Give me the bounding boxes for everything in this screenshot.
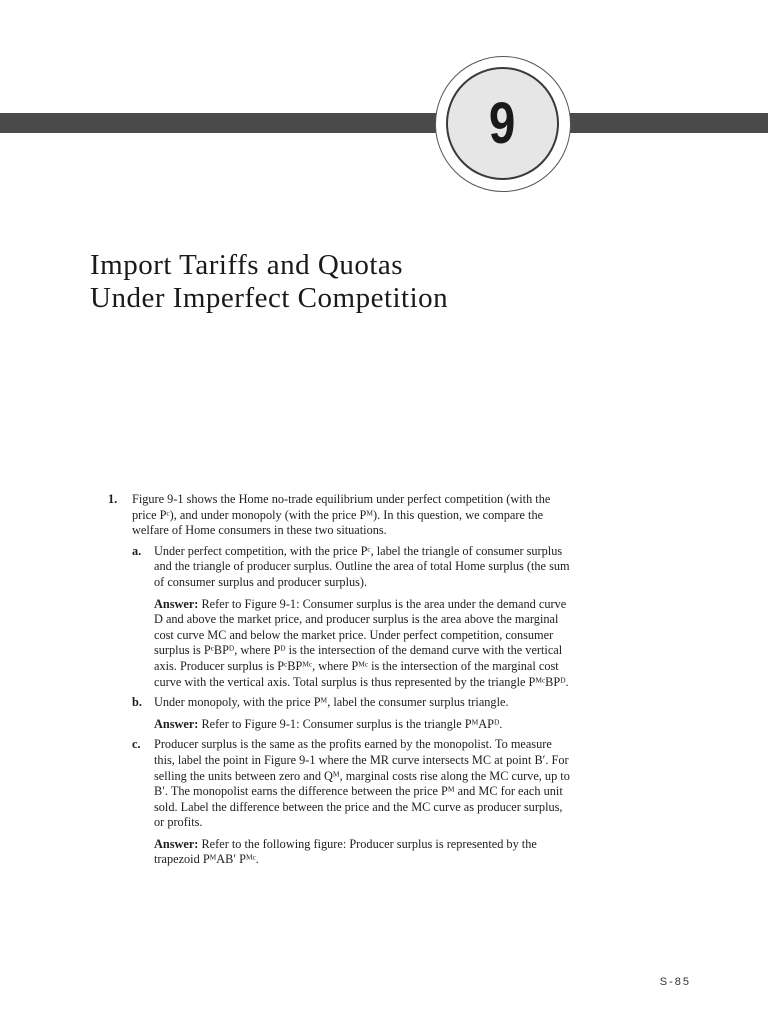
part-label: c. — [132, 737, 141, 752]
answer-text: Refer to Figure 9-1: Consumer surplus is the triangle PᴹAPᴰ. — [201, 716, 503, 731]
question-block — [108, 492, 570, 868]
answer-a — [154, 597, 570, 691]
part-label: b. — [132, 695, 142, 710]
chapter-badge-inner — [446, 67, 559, 180]
question-text: Figure 9-1 shows the Home no-trade equilibrium under perfect competition (with the price Pᶜ), and under monopoly (with the price Pᴹ). In this question, we compare the welfare of Home consumers in these two situations. — [132, 492, 551, 538]
part-c — [132, 737, 570, 831]
part-text: Under monopoly, with the price Pᴹ, label the consumer surplus triangle. — [154, 695, 509, 710]
chapter-number: 9 — [489, 90, 516, 156]
chapter-badge — [435, 56, 571, 192]
part-b — [132, 695, 570, 711]
chapter-title — [90, 249, 448, 315]
answer-b — [154, 717, 570, 733]
answer-label: Answer: — [154, 596, 199, 611]
part-text: Producer surplus is the same as the profits earned by the monopolist. To measure this, label the point in Figure 9-1 where the MR curve intersects MC at point B′. For selling the units between zero and Qᴹ, marginal costs rise along the MC curve, up to B′. The monopolist earns the difference between the price Pᴹ and MC for each unit sold. Label the difference between the price and the MC curve as producer surplus, or profits. — [154, 737, 570, 830]
answer-c — [154, 837, 570, 868]
question-1 — [108, 492, 570, 539]
answer-text: Refer to the following figure: Producer surplus is represented by the trapezoid PᴹAB′ Pᴹᶜ. — [154, 836, 537, 867]
question-number: 1. — [108, 492, 118, 506]
chapter-title-line-1: Import Tariffs and Quotas — [90, 249, 404, 281]
answer-label: Answer: — [154, 716, 199, 731]
answer-label: Answer: — [154, 836, 199, 851]
page-number: S-85 — [659, 976, 691, 988]
part-label: a. — [132, 543, 142, 558]
part-text: Under perfect competition, with the price Pᶜ, label the triangle of consumer surplus and the triangle of producer surplus. Outline the area of total Home surplus (the sum of consumer surplus and producer surplus). — [154, 543, 570, 589]
chapter-title-line-2: Under Imperfect Competition — [90, 282, 449, 314]
chapter-band — [0, 113, 768, 133]
answer-text: Refer to Figure 9-1: Consumer surplus is the area under the demand curve D and above the market price, and producer surplus is the area above the marginal cost curve MC and below the market price. Under perfect competition, consumer surplus is PᶜBPᴰ, where Pᴰ is the intersection of the demand curve with the vertical axis. Producer surplus is PᶜBPᴹᶜ, where Pᴹᶜ is the intersection of the marginal cost curve with the vertical axis. Total surplus is thus represented by the triangle PᴹᶜBPᴰ. — [154, 596, 569, 689]
part-a — [132, 544, 570, 591]
